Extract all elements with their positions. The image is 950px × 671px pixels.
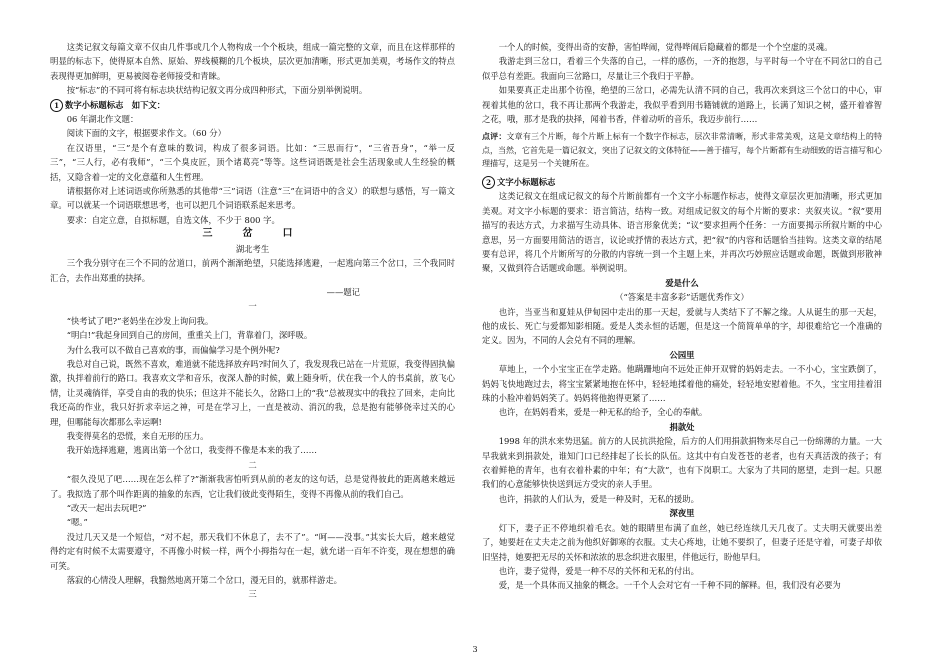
section-heading (50, 98, 455, 112)
prompt-paragraph: 在汉语里，“三”是个有意味的数词，构成了很多词语。比如：“三思而行”，“三省吾身”，“举一反三”，“三人行，必有我师”，“三个臭皮匠，顶个诸葛亮”等等。这些词语既是社会生活现象或人生经验的概括，又隐含着一定的文化意蕴和人生哲理。 (50, 142, 455, 182)
essay-paragraph: 我总对自己说，既然不喜欢，难道就不能选择放弃吗?时间久了，我发现我已站在一片荒原，我变得固执偏激，执拌着前行的路口。我喜欢文学和音乐，夜深人静的时候，戴上随身听，伏在我一个人的书桌前，放飞心情，让灵魂徜徉，享受自由的我的快乐；但这并不能长久，岔路口上的“我”总被现实中的我拉了回来，走向比我还高的作业，我只好折求幸运之神，可是在学习上，一直是被动、消沉的我，总是抱有能够侥幸过关的心理，但哪能每次都那么幸运啊! (50, 358, 455, 427)
epigraph: 三个我分别守在三个不同的岔道口，前两个渐渐绝望，只能选择逃避，一起逃向第三个岔口，三个我同时汇合，去作出郑重的抉择。 (50, 258, 455, 283)
subheading: 捐款处 (669, 421, 695, 432)
commentary (482, 130, 882, 171)
essay-paragraph: “嗯。” (66, 517, 88, 528)
essay-paragraph: 落寂的心情没人理解，我黯然地离开第二个岔口，漫无目的，就那样游走。 (66, 575, 343, 586)
essay-paragraph: 没过几天又是一个短信，“对不起，那天我们不休息了，去不了”。“呵——没事。”其实长大后，越来越觉得约定有时候不太需要遵守，不再像小时候一样，两个小拇指勾在一起，就允诺一百年不许变，现在想想的确可笑。 (50, 531, 455, 571)
essay-author: 湖北考生 (235, 243, 270, 254)
commentary-label: 点评： (482, 132, 507, 142)
section-heading (482, 175, 882, 189)
essay-paragraph: “明白!”我起身回到自己的房间，重重关上门，背靠着门，深呼吸。 (66, 330, 313, 341)
essay-paragraph: 草地上，一个小宝宝正在学走路。他蹒跚地向不远处正伸开双臂的妈妈走去。一不小心，宝宝跌倒了，妈妈飞快地跑过去，将宝宝紧紧地抱在怀中，轻轻地揉着他的痛处，轻轻地安慰着他。不久，宝宝用挂着泪珠的小脸冲着妈妈笑了。妈妈将他抱得更紧了…… (482, 364, 882, 404)
essay-paragraph: 为什么我可以不做自己喜欢的事，而偏偏学习是个例外呢? (66, 344, 280, 355)
essay-paragraph: 我变得莫名的恐慌，来自无形的压力。 (66, 430, 209, 441)
section-paragraph: 这类记叙文在组成记叙文的每个片断前都有一个文字小标题作标志，使得文章层次更加清晰，形式更加美观。对文字小标题的要求：语言简洁，结构一致。对组成记叙文的每个片断的要求：夹叙夹议。“叙”要用描写的表达方式，力求描写生动具体、语言形象优美；“议”要求担两个任务：一方面要揭示所叙片断的中心意思，另一方面要用简洁的语言，议论或抒情的表达方式，把“叙”的内容和话题恰当挂钩。这类文章的结尾要有总评，将几个片断所写的分散的内容统一到一个主题上来，并再次巧妙照应话题或命题，既做到形散神聚，又做到符合话题或命题。举例说明。 (482, 191, 882, 274)
prompt-paragraph: 请根据你对上述词语或你所熟悉的其他带“三”词语（注意“三”在词语中的含义）的联想与感悟，写一篇文章。可以就某一个词语联想思考，也可以把几个词语联系起来思考。 (50, 186, 455, 211)
essay-paragraph: “改天一起出去玩吧?” (66, 503, 147, 513)
epigraph-tag: ——题记 (326, 286, 360, 297)
essay-paragraph: 我游走到三岔口，看着三个失落的自己，一样的感伤，一齐的抱怨，与平时每一个守在不同岔口的自己似乎总有差距。我面向三岔路口，尽量让三个我归于平静。 (482, 56, 882, 81)
essay-paragraph: 爱，是一个具体而又抽象的概念。一千个人会对它有一千种不同的解释。但，我们没有必要为 (498, 580, 841, 591)
essay-paragraph: 我开始选择逃避，逃离出第一个岔口，我变得不像是本来的我了…… (66, 445, 317, 456)
prompt-paragraph: 要求：自定立意，自拟标题，自选文体，不少于 800 字。 (66, 214, 280, 225)
essay-title: 爱是什么 (665, 277, 699, 288)
exam-requirement: 阅读下面的文字，根据要求作文。（60 分） (66, 128, 226, 139)
essay-paragraph: 如果要真正走出那个彷徨，绝望的三岔口，必需先认清不同的自己，我再次来到这三个岔口的中心，审视着其他的岔口，我不再让那两个我游走，我似乎看到用书籍铺就的道路上，长满了知识之树，盛开着睿智之花，哦，那才是我的抉择，闻着书香，伴着动听的音乐，我迈步前行…… (482, 85, 882, 125)
essay-paragraph: 也许，妻子觉得，爱是一种不尽的关怀和无私的付出。 (498, 565, 699, 576)
essay-paragraph: 也许，在妈妈看来，爱是一种无私的给予，全心的奉献。 (498, 407, 708, 418)
circled-number: 1 (50, 99, 63, 112)
essay-paragraph: 也许，捐款的人们认为，爱是一种及时，无私的援助。 (498, 493, 699, 504)
left-column (50, 40, 455, 602)
page-number: 3 (472, 645, 478, 654)
essay-paragraph: “快考试了吧?”老妈坐在沙发上询问我。 (66, 315, 214, 326)
section-number: 一 (248, 301, 257, 312)
section-title: 数字小标题标志 如下文： (65, 99, 166, 110)
essay-title: 三 岔 口 (202, 228, 303, 240)
essay-paragraph: “很久没见了吧……现在怎么样了?”渐渐我害怕听到从前的老友的这句话，总是觉得彼此的距离越来越远了。我拟选了那个叫作距离的抽象的东西，它让我们彼此变得陌生，变得不再像从前的我们自己。 (50, 474, 455, 499)
intro-paragraph: 按“标志”的不同可将有标志块状结构记叙文再分成四种形式，下面分别举例说明。 (66, 85, 368, 96)
essay-paragraph: 也许，当亚当和夏娃从伊甸园中走出的那一天起，爱就与人类结下了不解之缘。人从诞生的那一天起，他的成长、死亡与爱都知影相随。爱是人类永恒的话题，但是这一个简简单单的字，却很难给它一个准确的定义。因为，不同的人会兑有不同的理解。 (482, 306, 882, 346)
exam-source: 06 年湖北作文题： (66, 114, 139, 125)
section-title: 文字小标题标志 (497, 176, 556, 187)
subheading: 深夜里 (669, 508, 695, 519)
essay-paragraph: 一个人的时候，变得出奇的安静，害怕哗闹，觉得哗闹后隐藏着的都是一个个空虚的灵魂。 (498, 42, 833, 52)
right-column (482, 40, 882, 593)
section-number: 三 (248, 589, 257, 600)
commentary-text: 文章有三个片断，每个片断上标有一个数字作标志，层次非常清晰，形式非常美观，这是文章结构上的特点，当然，它首先是一篇记叙文，突出了记叙文的文体特征——善于描写，每个片断都有生动细致的语言描写和心理描写，这是另一个关键所在。 (482, 132, 882, 169)
circled-number: 2 (482, 176, 495, 189)
section-number: 二 (248, 459, 257, 470)
essay-paragraph: 1998 年的洪水来势迅猛。前方的人民抗洪抢险，后方的人们用捐款捐物来尽自己一份绵薄的力量。一大早我就来到捐款处，谁知门口已经排起了长长的队伍。这其中有白发苍苍的老者，也有天真活泼的孩子；有衣着鲜艳的青年，也有衣着朴素的中年；有“大款”，也有下岗职工。大家为了共同的愿望，走到一起。只愿我们的心意能够快快送到远方受灾的亲人手里。 (482, 436, 882, 490)
essay-subtitle: （“答案是丰富多彩”话题优秀作文） (615, 292, 749, 303)
subheading: 公园里 (669, 349, 695, 360)
essay-paragraph: 灯下，妻子正不停地织着毛衣。她的眼睛里布满了血丝，她已经连续几天几夜了。丈夫明天就要出差了，她要赶在丈夫走之前为他织好御寒的衣服。丈夫心疼地，让她不要织了，但妻子还是守着，可妻子却依旧坚持，她要把无尽的关怀和浓浓的思念织进衣服里，伴他远行，盼他早归。 (482, 522, 882, 562)
intro-paragraph: 这类记叙文每篇文章不仅由几件事或几个人物构成一个个板块，组成一篇完整的文章，而且在这样那样的明显的标志下，使得原本自然、原始、界线模糊的几个板块，层次更加清晰，形式更加美观，考场作文的特点表现得更加鲜明，更易被阅卷老师接受和青睐。 (50, 42, 455, 81)
